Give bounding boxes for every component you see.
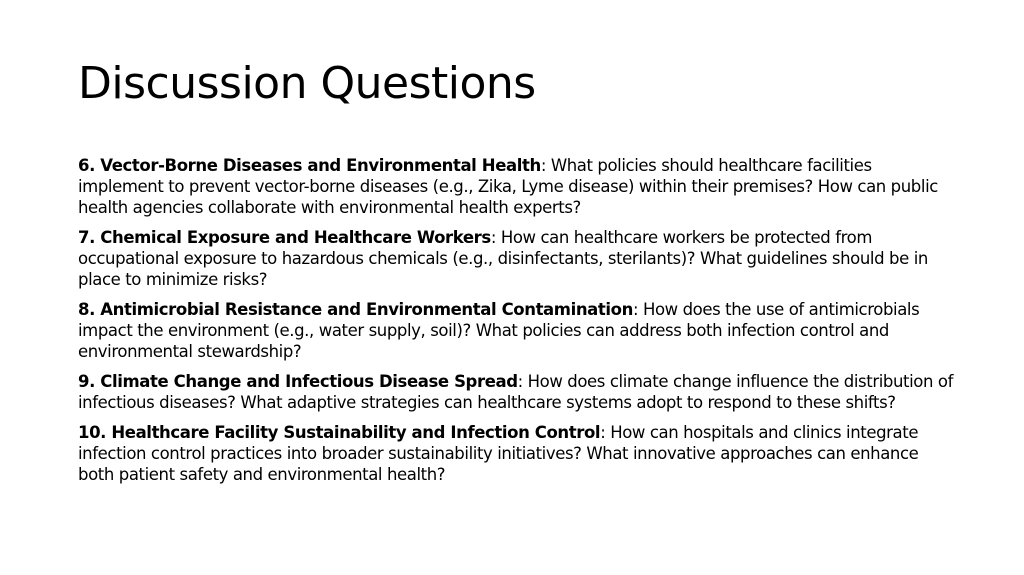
- question-item: [78, 299, 958, 362]
- question-body: : How can healthcare workers be protected from occupational exposure to hazardous chemicals (e.g., disinfectants, sterilants)? What guidelines should be in place to minimize risks?: [78, 228, 928, 289]
- question-heading: 10. Healthcare Facility Sustainability and Infection Control: [78, 423, 601, 442]
- question-item: [78, 371, 958, 413]
- question-heading: 8. Antimicrobial Resistance and Environmental Contamination: [78, 300, 633, 319]
- question-heading: 9. Climate Change and Infectious Disease Spread: [78, 372, 518, 391]
- question-heading: 7. Chemical Exposure and Healthcare Workers: [78, 228, 491, 247]
- question-body: : What policies should healthcare facilities implement to prevent vector-borne diseases (e.g., Zika, Lyme disease) within their premises? How can public health agencies collaborate with environmental health experts?: [78, 156, 938, 217]
- question-item: [78, 155, 958, 218]
- questions-list: [78, 155, 958, 494]
- question-body: : How does the use of antimicrobials impact the environment (e.g., water supply, soil)? What policies can address both infection control and environmental stewardship?: [78, 300, 920, 361]
- question-body: : How can hospitals and clinics integrate infection control practices into broader sustainability initiatives? What innovative approaches can enhance both patient safety and environmental health?: [78, 423, 919, 484]
- question-item: [78, 422, 958, 485]
- slide-title: Discussion Questions: [78, 58, 536, 109]
- question-heading: 6. Vector-Borne Diseases and Environmental Health: [78, 156, 541, 175]
- question-body: : How does climate change influence the distribution of infectious diseases? What adaptive strategies can healthcare systems adopt to respond to these shifts?: [78, 372, 953, 412]
- question-item: [78, 227, 958, 290]
